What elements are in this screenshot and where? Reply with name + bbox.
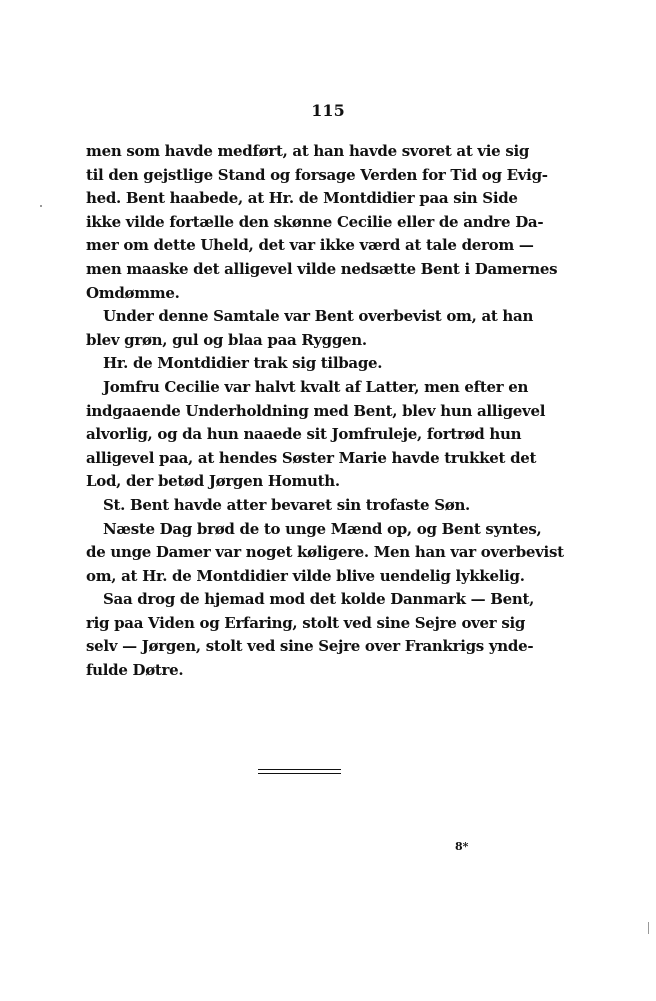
- text-line: ikke vilde fortælle den skønne Cecilie eller de andre Da-: [86, 212, 544, 231]
- text-line: Hr. de Montdidier trak sig tilbage.: [103, 354, 383, 373]
- text-line: fulde Døtre.: [86, 661, 184, 680]
- text-line: men som havde medført, at han havde svoret at vie sig: [86, 142, 530, 160]
- text-line: de unge Damer var noget køligere. Men han var overbevist: [86, 543, 564, 562]
- text-line: Under denne Samtale var Bent overbevist om, at han: [103, 307, 534, 326]
- margin-speck: [648, 922, 649, 934]
- body-text: [86, 140, 564, 683]
- text-line: St. Bent havde atter bevaret sin trofaste Søn.: [103, 495, 470, 514]
- text-line: rig paa Viden og Erfaring, stolt ved sine Sejre over sig: [86, 613, 526, 632]
- text-line: Omdømme.: [86, 283, 180, 302]
- signature-mark: 8*: [455, 840, 469, 853]
- text-line: hed. Bent haabede, at Hr. de Montdidier paa sin Side: [86, 189, 518, 208]
- text-line: indgaaende Underholdning med Bent, blev hun alligevel: [86, 401, 546, 420]
- text-line: Næste Dag brød de to unge Mænd op, og Bent syntes,: [103, 519, 542, 538]
- text-line: Saa drog de hjemad mod det kolde Danmark — Bent,: [103, 590, 534, 609]
- margin-speck: [40, 205, 42, 207]
- text-line: mer om dette Uheld, det var ikke værd at tale derom —: [86, 236, 534, 255]
- text-line: Lod, der betød Jørgen Homuth.: [86, 472, 340, 491]
- text-line: alvorlig, og da hun naaede sit Jomfruleje, fortrød hun: [86, 425, 522, 444]
- text-line: Jomfru Cecilie var halvt kvalt af Latter, men efter en: [103, 377, 529, 396]
- page-number: 115: [311, 101, 345, 120]
- text-line: selv — Jørgen, stolt ved sine Sejre over Frankrigs ynde-: [86, 637, 534, 656]
- closing-rule: [258, 769, 341, 774]
- text-line: til den gejstlige Stand og forsage Verden for Tid og Evig-: [86, 165, 548, 184]
- text-line: om, at Hr. de Montdidier vilde blive uendelig lykkelig.: [86, 566, 525, 585]
- text-line: men maaske det alligevel vilde nedsætte Bent i Damernes: [86, 259, 558, 278]
- text-line: alligevel paa, at hendes Søster Marie havde trukket det: [86, 448, 537, 467]
- text-line: blev grøn, gul og blaa paa Ryggen.: [86, 330, 367, 349]
